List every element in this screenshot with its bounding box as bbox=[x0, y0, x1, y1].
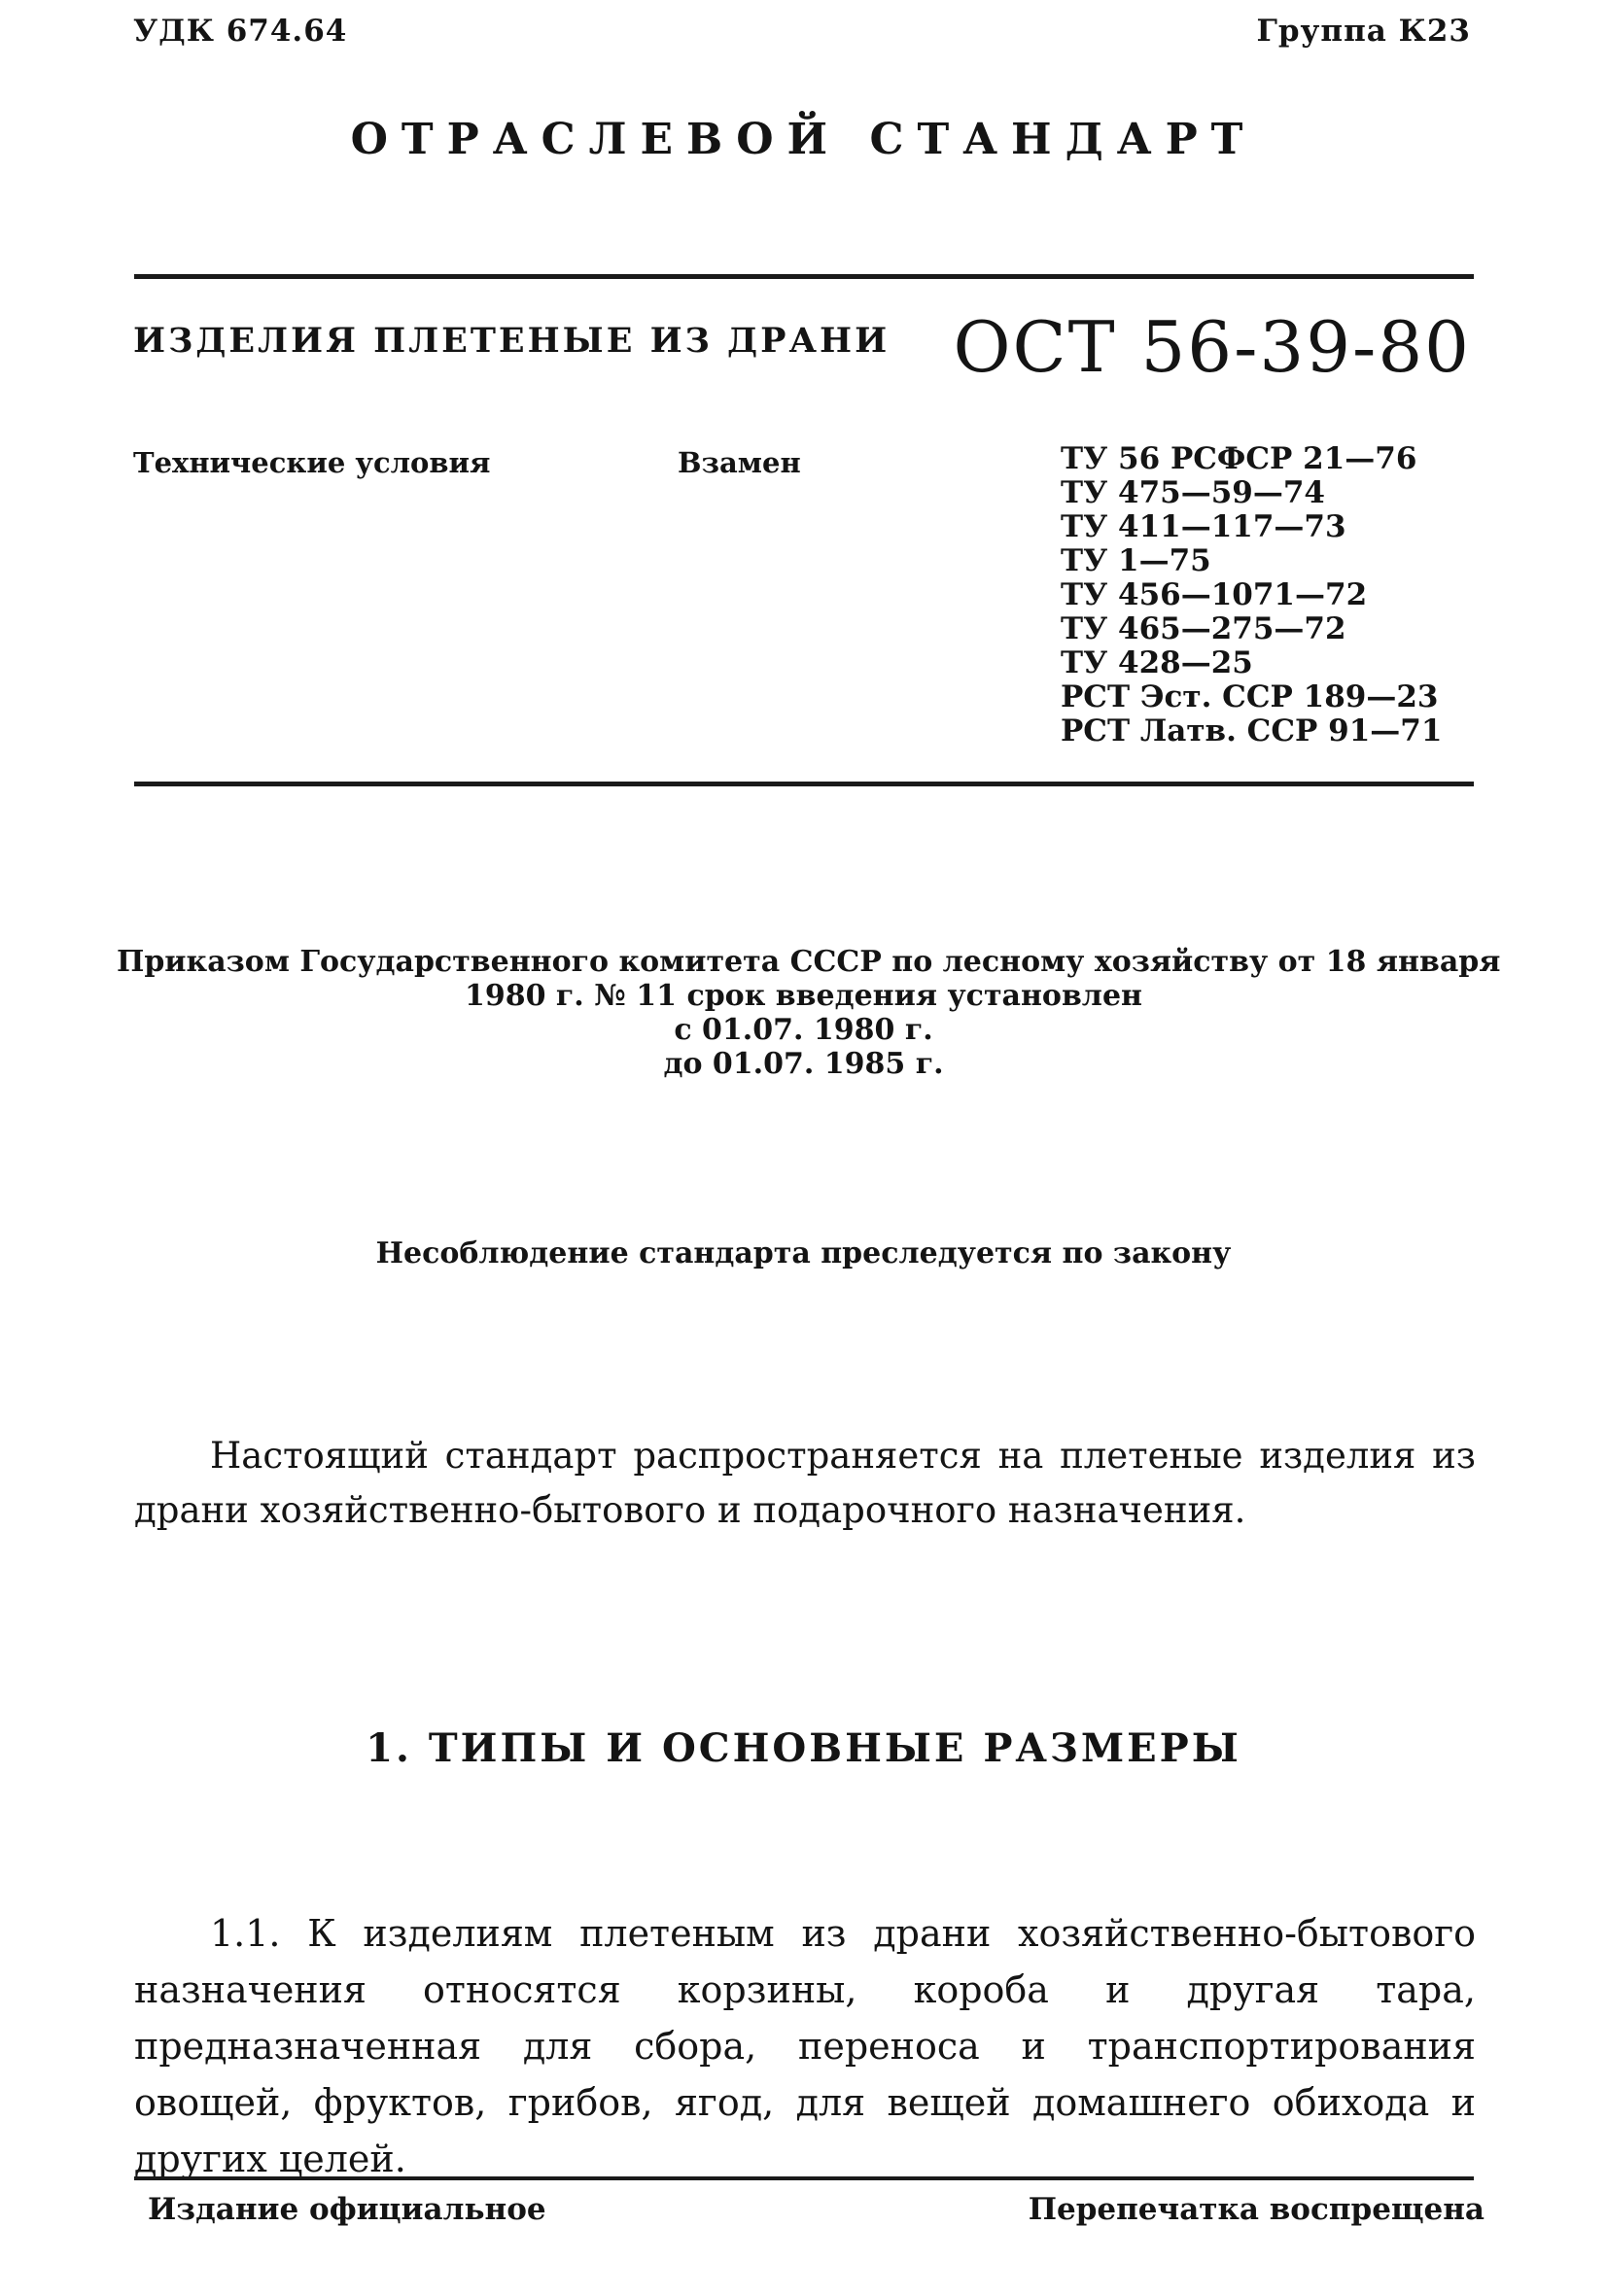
replaced-standard: ТУ 428—25 bbox=[1061, 645, 1253, 680]
replaced-standard: ТУ 465—275—72 bbox=[1061, 611, 1346, 646]
decree-line: до 01.07. 1985 г. bbox=[663, 1047, 944, 1081]
replaced-standard: РСТ Эст. ССР 189—23 bbox=[1061, 679, 1439, 714]
clause-1-1: 1.1. К изделиям плетеным из драни хозяйственно-бытового назначения относятся корзины, короба и другая тара, предназначенная для сбора, переноса и транспортирования овощей, фруктов, грибов, ягод, для вещей домашнего обихода и других целей. bbox=[134, 1912, 1476, 2180]
law-notice: Несоблюдение стандарта преследуется по закону bbox=[375, 1236, 1232, 1270]
group-code: Группа К23 bbox=[1256, 14, 1471, 49]
footer-divider bbox=[134, 2176, 1474, 2180]
subtitle: Технические условия bbox=[133, 446, 491, 479]
intro-paragraph: Настоящий стандарт распространяется на плетеные изделия из драни хозяйственно-бытового и подарочного назначения. bbox=[134, 1435, 1476, 1531]
decree-block bbox=[117, 945, 1501, 1081]
footer-edition-note: Издание официальное bbox=[148, 2192, 546, 2227]
top-divider bbox=[134, 274, 1474, 279]
udk-code: УДК 674.64 bbox=[133, 14, 348, 49]
standard-number: ОСТ 56-39-80 bbox=[953, 306, 1471, 388]
standard-type-heading: ОТРАСЛЕВОЙ СТАНДАРТ bbox=[350, 115, 1257, 164]
header-bottom-divider bbox=[134, 782, 1474, 786]
replaces-label: Взамен bbox=[678, 446, 801, 479]
footer-reprint-note: Перепечатка воспрещена bbox=[1028, 2192, 1485, 2227]
replaced-standard: ТУ 56 РСФСР 21—76 bbox=[1061, 441, 1417, 476]
decree-line: 1980 г. № 11 срок введения установлен bbox=[464, 979, 1142, 1013]
section-heading: 1. ТИПЫ И ОСНОВНЫЕ РАЗМЕРЫ bbox=[366, 1725, 1241, 1771]
replaced-standards-list bbox=[1061, 442, 1442, 748]
decree-line: с 01.07. 1980 г. bbox=[674, 1013, 933, 1047]
replaced-standard: РСТ Латв. ССР 91—71 bbox=[1061, 713, 1443, 748]
replaced-standard: ТУ 456—1071—72 bbox=[1061, 577, 1368, 612]
decree-line: Приказом Государственного комитета СССР по лесному хозяйству от 18 января bbox=[117, 945, 1501, 979]
replaced-standard: ТУ 1—75 bbox=[1061, 543, 1211, 578]
replaced-standard: ТУ 475—59—74 bbox=[1061, 475, 1326, 510]
product-title: ИЗДЕЛИЯ ПЛЕТЕНЫЕ ИЗ ДРАНИ bbox=[133, 321, 891, 361]
replaced-standard: ТУ 411—117—73 bbox=[1061, 509, 1346, 544]
